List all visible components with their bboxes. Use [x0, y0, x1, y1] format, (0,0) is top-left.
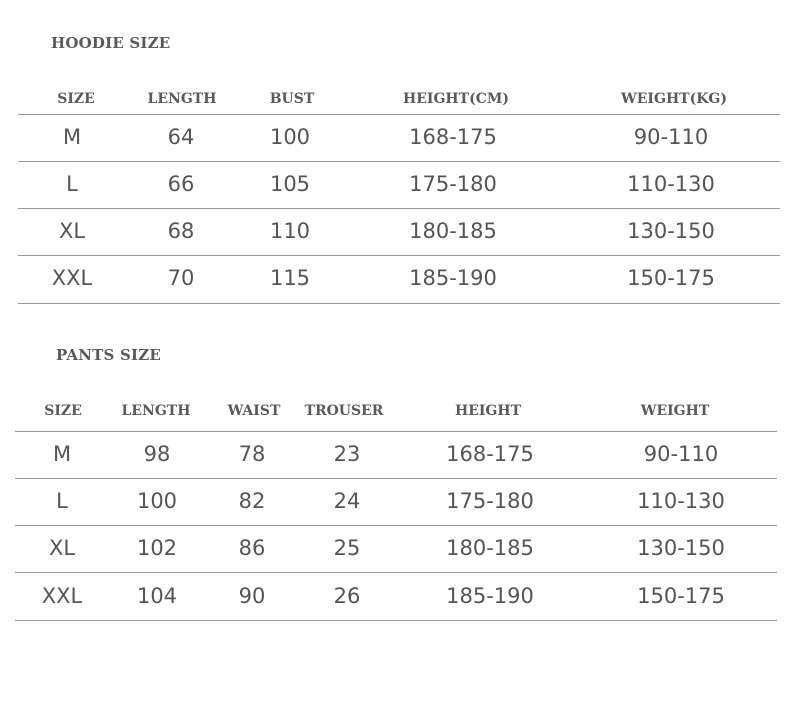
cell-height: 180-185	[446, 536, 534, 560]
cell-height: 175-180	[409, 172, 497, 196]
cell-length: 70	[167, 266, 195, 290]
cell-waist: 90	[238, 584, 266, 608]
cell-length: 68	[167, 219, 195, 243]
cell-waist: 82	[238, 489, 266, 513]
divider	[18, 208, 780, 209]
cell-length: 100	[136, 489, 178, 513]
cell-bust: 100	[269, 125, 311, 149]
pants-header-height: HEIGHT	[454, 403, 522, 419]
pants-size-title: PANTS SIZE	[56, 346, 161, 364]
cell-height: 185-190	[409, 266, 497, 290]
cell-trouser: 25	[333, 536, 361, 560]
cell-size: XXL	[41, 584, 83, 608]
cell-bust: 105	[269, 172, 311, 196]
cell-height: 168-175	[446, 442, 534, 466]
pants-header-waist: WAIST	[227, 403, 281, 419]
cell-weight: 110-130	[627, 172, 715, 196]
cell-weight: 110-130	[637, 489, 725, 513]
divider	[15, 525, 777, 526]
cell-size: M	[52, 442, 72, 466]
cell-height: 168-175	[409, 125, 497, 149]
divider	[15, 478, 777, 479]
divider	[15, 572, 777, 573]
cell-bust: 110	[269, 219, 311, 243]
divider	[15, 620, 777, 621]
cell-weight: 150-175	[627, 266, 715, 290]
hoodie-header-length: LENGTH	[147, 91, 217, 107]
hoodie-header-weight: WEIGHT(KG)	[621, 91, 727, 107]
cell-weight: 150-175	[637, 584, 725, 608]
hoodie-header-height: HEIGHT(CM)	[403, 91, 509, 107]
cell-size: L	[56, 489, 68, 513]
cell-length: 98	[143, 442, 171, 466]
cell-weight: 130-150	[627, 219, 715, 243]
pants-header-size: SIZE	[44, 403, 82, 419]
pants-header-length: LENGTH	[121, 403, 191, 419]
hoodie-header-size: SIZE	[57, 91, 95, 107]
divider	[18, 255, 780, 256]
hoodie-size-title: HOODIE SIZE	[51, 34, 171, 52]
cell-trouser: 24	[333, 489, 361, 513]
cell-bust: 115	[269, 266, 311, 290]
cell-trouser: 26	[333, 584, 361, 608]
cell-weight: 90-110	[643, 442, 719, 466]
pants-header-weight: WEIGHT	[640, 403, 710, 419]
hoodie-header-bust: BUST	[269, 91, 315, 107]
cell-height: 180-185	[409, 219, 497, 243]
cell-size: XL	[48, 536, 76, 560]
cell-length: 102	[136, 536, 178, 560]
cell-weight: 130-150	[637, 536, 725, 560]
divider	[18, 303, 780, 304]
cell-waist: 78	[238, 442, 266, 466]
cell-size: XXL	[51, 266, 93, 290]
divider	[15, 431, 777, 432]
cell-weight: 90-110	[633, 125, 709, 149]
cell-height: 175-180	[446, 489, 534, 513]
cell-length: 64	[167, 125, 195, 149]
divider	[18, 114, 780, 115]
divider	[18, 161, 780, 162]
cell-size: L	[66, 172, 78, 196]
cell-waist: 86	[238, 536, 266, 560]
cell-height: 185-190	[446, 584, 534, 608]
cell-length: 104	[136, 584, 178, 608]
pants-header-trouser: TROUSER	[304, 403, 384, 419]
cell-size: M	[62, 125, 82, 149]
cell-size: XL	[58, 219, 86, 243]
cell-trouser: 23	[333, 442, 361, 466]
cell-length: 66	[167, 172, 195, 196]
